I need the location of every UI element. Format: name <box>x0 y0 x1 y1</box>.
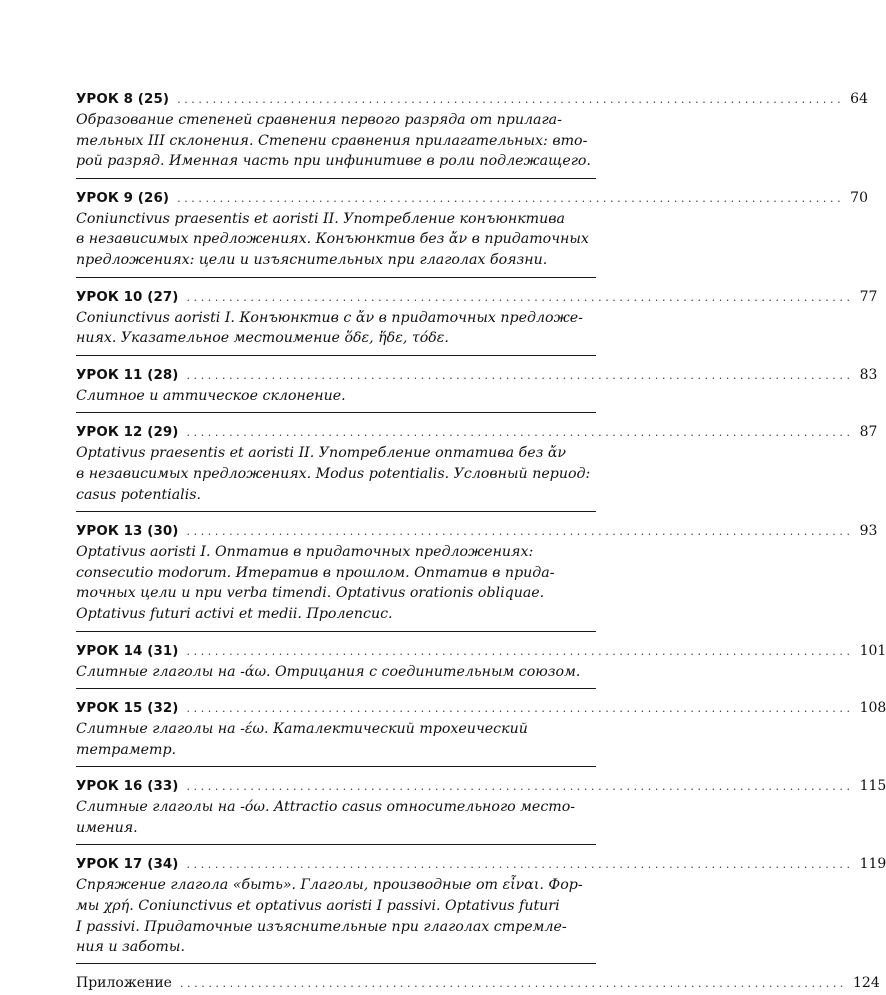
lesson-description <box>76 875 596 962</box>
lesson-title: УРОК 8 (25) <box>76 92 170 107</box>
toc-entry-lesson-11 <box>76 364 878 414</box>
toc-entry-lesson-8 <box>76 88 868 179</box>
desc-line: Optativus praesentis et aoristi II. Употребление оптатива без ἄν <box>76 445 567 462</box>
lesson-title: УРОК 17 (34) <box>76 857 179 873</box>
lesson-title: УРОК 15 (32) <box>76 701 179 717</box>
desc-line: имения. <box>76 819 138 836</box>
desc-line: в независимых предложениях. Конъюнктив без ἄν в придаточных <box>76 231 589 248</box>
page-number: 87 <box>859 424 878 441</box>
lesson-description <box>76 797 596 844</box>
desc-line: Coniunctivus praesentis et aoristi II. Употребление конъюнктива <box>76 210 565 227</box>
toc-entry-lesson-15 <box>76 697 886 767</box>
lesson-description <box>76 209 596 277</box>
lesson-description <box>76 386 596 413</box>
toc-entry-lesson-10 <box>76 286 878 356</box>
toc-entry-heading[interactable] <box>76 187 868 209</box>
toc-entry-heading[interactable] <box>76 853 886 875</box>
desc-line: тетраметр. <box>76 741 177 758</box>
lesson-description <box>76 110 596 178</box>
toc-entry-heading[interactable] <box>76 972 880 994</box>
lesson-title: УРОК 10 (27) <box>76 289 179 305</box>
toc-entry-heading[interactable] <box>76 520 878 542</box>
desc-line: casus potentialis. <box>76 486 202 503</box>
desc-line: Слитные глаголы на -άω. Отрицания с соединительным союзом. <box>76 663 581 680</box>
desc-line: Optativus aoristi I. Оптатив в придаточных предложениях: <box>76 544 534 561</box>
dot-leader: .............................................................................................. <box>186 858 854 872</box>
page-number: 101 <box>859 642 886 659</box>
toc-entry-lesson-17 <box>76 853 886 963</box>
lesson-title: УРОК 14 (31) <box>76 643 179 659</box>
lesson-title: УРОК 16 (33) <box>76 779 179 795</box>
page-number: 77 <box>859 288 878 305</box>
lesson-description <box>76 308 596 355</box>
dot-leader: .............................................................................................. <box>186 290 854 304</box>
desc-line: Спряжение глагола «быть». Глаголы, производные от εἶναι. Фор- <box>76 877 583 894</box>
lesson-title: УРОК 12 (29) <box>76 425 179 441</box>
desc-line: ния и заботы. <box>76 939 185 956</box>
desc-line: ниях. Указательное местоимение ὅδε, ἥδε, τόδε. <box>76 330 449 347</box>
dot-leader: .............................................................................................. <box>186 780 854 794</box>
lesson-title: УРОК 11 (28) <box>76 367 179 383</box>
desc-line: Coniunctivus aoristi I. Конъюнктив с ἄν в придаточных предложе- <box>76 309 583 326</box>
desc-line: consecutio modorum. Итератив в прошлом. Оптатив в прида- <box>76 564 555 581</box>
toc-entry-lesson-14 <box>76 640 886 690</box>
lesson-description <box>76 443 596 511</box>
desc-line: Слитные глаголы на -έω. Каталектический трохеический <box>76 721 528 738</box>
desc-line: Образование степеней сравнения первого разряда от прилага- <box>76 112 562 128</box>
page-number: 124 <box>853 974 880 991</box>
dot-leader: .............................................................................................. <box>177 93 845 106</box>
toc-entry-lesson-9 <box>76 187 868 278</box>
table-of-contents <box>76 88 886 994</box>
desc-line: рой разряд. Именная часть при инфинитиве в роли подлежащего. <box>76 153 591 170</box>
appendix-title: Приложение <box>76 974 172 991</box>
desc-line: мы χρή. Coniunctivus et optativus aoristi I passivi. Optativus futuri <box>76 898 560 915</box>
page-number: 115 <box>859 778 886 795</box>
lesson-title: УРОК 9 (26) <box>76 190 170 206</box>
dot-leader: .............................................................................................. <box>186 426 854 440</box>
dot-leader: .............................................................................................. <box>186 368 854 382</box>
toc-entry-heading[interactable] <box>76 697 886 719</box>
desc-line: тельных III склонения. Степени сравнения прилагательных: вто- <box>76 132 588 149</box>
lesson-description <box>76 719 596 766</box>
dot-leader: .............................................................................................. <box>186 525 854 539</box>
toc-entry-heading[interactable] <box>76 364 878 386</box>
desc-line: Слитные глаголы на -όω. Attractio casus относительного место- <box>76 799 576 816</box>
lesson-description <box>76 662 596 689</box>
lesson-description <box>76 542 596 630</box>
desc-line: Optativus futuri activi et medii. Пролепсис. <box>76 605 393 622</box>
page-number: 108 <box>859 700 886 717</box>
desc-line: Слитное и аттическое склонение. <box>76 387 346 404</box>
toc-entry-lesson-16 <box>76 775 886 845</box>
dot-leader: .............................................................................................. <box>179 976 848 990</box>
page-number: 119 <box>859 856 886 873</box>
lesson-title: УРОК 13 (30) <box>76 524 179 540</box>
toc-entry-heading[interactable] <box>76 88 868 110</box>
toc-entry-heading[interactable] <box>76 286 878 308</box>
toc-entry-heading[interactable] <box>76 421 878 443</box>
desc-line: в независимых предложениях. Modus potentialis. Условный период: <box>76 465 591 482</box>
toc-entry-lesson-13 <box>76 520 878 631</box>
page-number: 83 <box>859 366 878 383</box>
desc-line: точных цели и при verba timendi. Optativus orationis obliquae. <box>76 585 545 602</box>
dot-leader: .............................................................................................. <box>186 644 854 658</box>
desc-line: предложениях: цели и изъяснительных при глаголах боязни. <box>76 251 548 268</box>
page-number: 70 <box>850 189 868 206</box>
desc-line: I passivi. Придаточные изъяснительные при глаголах стремле- <box>76 918 567 935</box>
dot-leader: .............................................................................................. <box>177 191 845 205</box>
toc-entry-heading[interactable] <box>76 775 886 797</box>
page-number: 64 <box>850 91 868 107</box>
toc-entry-appendix <box>76 972 880 994</box>
toc-entry-heading[interactable] <box>76 640 886 662</box>
toc-entry-lesson-12 <box>76 421 878 512</box>
dot-leader: .............................................................................................. <box>186 702 854 716</box>
page-number: 93 <box>859 523 878 540</box>
